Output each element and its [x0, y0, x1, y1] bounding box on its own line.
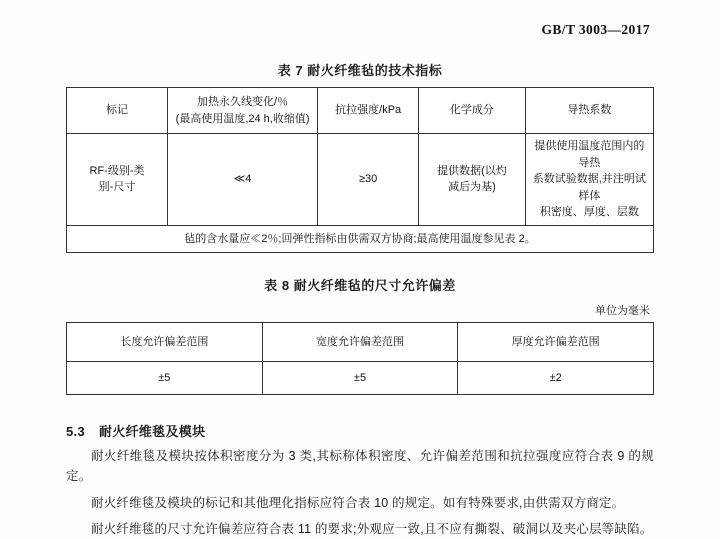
table7-header-cell-1 [168, 88, 318, 134]
section-paragraph-1: 耐火纤维毯及模块按体积密度分为 3 类,其标称体积密度、允许偏差范围和抗拉强度应符合表 9 的规定。 [66, 449, 654, 484]
table-row [67, 134, 654, 226]
table7-cell-tensile: ≥30 [318, 134, 419, 226]
table7-title: 表 7 耐火纤维毡的技术指标 [277, 63, 443, 78]
table8-header-cell-2: 厚度允许偏差范围 [458, 323, 654, 362]
table7-header-cell-1-line1: 加热永久线变化/％ [197, 96, 289, 108]
table7-header-cell-4: 导热系数 [525, 88, 653, 134]
table8-title: 表 8 耐火纤维毡的尺寸允许偏差 [264, 278, 456, 293]
table7-header-cell-3: 化学成分 [419, 88, 526, 134]
table7-cell-conductivity-line2: 系数试验数据,并注明试样体 [532, 173, 646, 202]
section-paragraph-2: 耐火纤维毯及模块的标记和其他理化指标应符合表 10 的规定。如有特殊要求,由供需双方商定。 [91, 495, 625, 510]
table8-unit: 单位为毫米 [595, 305, 650, 317]
table7-header-cell-1-line2: (最高使用温度,24 h,收缩值) [175, 112, 310, 125]
section-paragraph-3: 耐火纤维毯的尺寸允许偏差应符合表 11 的要求;外观应一致,且不应有撕裂、破洞以及夹心层等缺陷。 [91, 521, 653, 536]
table8-cell-width: ±5 [262, 362, 458, 395]
table7 [66, 87, 654, 253]
table7-cell-conductivity-line1: 提供使用温度范围内的导热 [534, 140, 645, 169]
table7-cell-chemical-line2: 减后为基) [448, 181, 496, 194]
table7-cell-chemical-line1: 提供数据(以灼 [437, 164, 507, 177]
section-number: 5.3 [66, 424, 85, 439]
table8 [66, 322, 654, 395]
table7-cell-linear-change: ≪4 [168, 134, 318, 226]
table7-header-cell-2: 抗拉强度/kPa [318, 88, 419, 134]
table8-header-cell-1: 宽度允许偏差范围 [262, 323, 458, 362]
table-header-row [67, 88, 654, 134]
table7-cell-conductivity [525, 134, 653, 226]
table7-note: 毡的含水量应≪2％;回弹性指标由供需双方协商;最高使用温度参见表 2。 [67, 225, 654, 253]
table7-cell-chemical [419, 134, 526, 226]
table7-cell-mark-line1: RF-级别-类 [89, 164, 145, 177]
table8-header-cell-0: 长度允许偏差范围 [67, 323, 263, 362]
section-title: 耐火纤维毯及模块 [98, 424, 206, 439]
table-header-row [67, 323, 654, 362]
table8-cell-length: ±5 [67, 362, 263, 395]
table7-note-row [67, 225, 654, 253]
table-row [67, 362, 654, 395]
section-heading [66, 421, 654, 440]
page-header: GB/T 3003—2017 [541, 22, 650, 37]
table7-cell-mark-line2: 别-尺寸 [98, 181, 136, 194]
table7-header-cell-0: 标记 [67, 88, 168, 134]
table8-cell-thickness: ±2 [458, 362, 654, 395]
table7-cell-conductivity-line3: 积密度、厚度、层数 [539, 206, 639, 218]
table7-cell-mark [67, 134, 168, 226]
